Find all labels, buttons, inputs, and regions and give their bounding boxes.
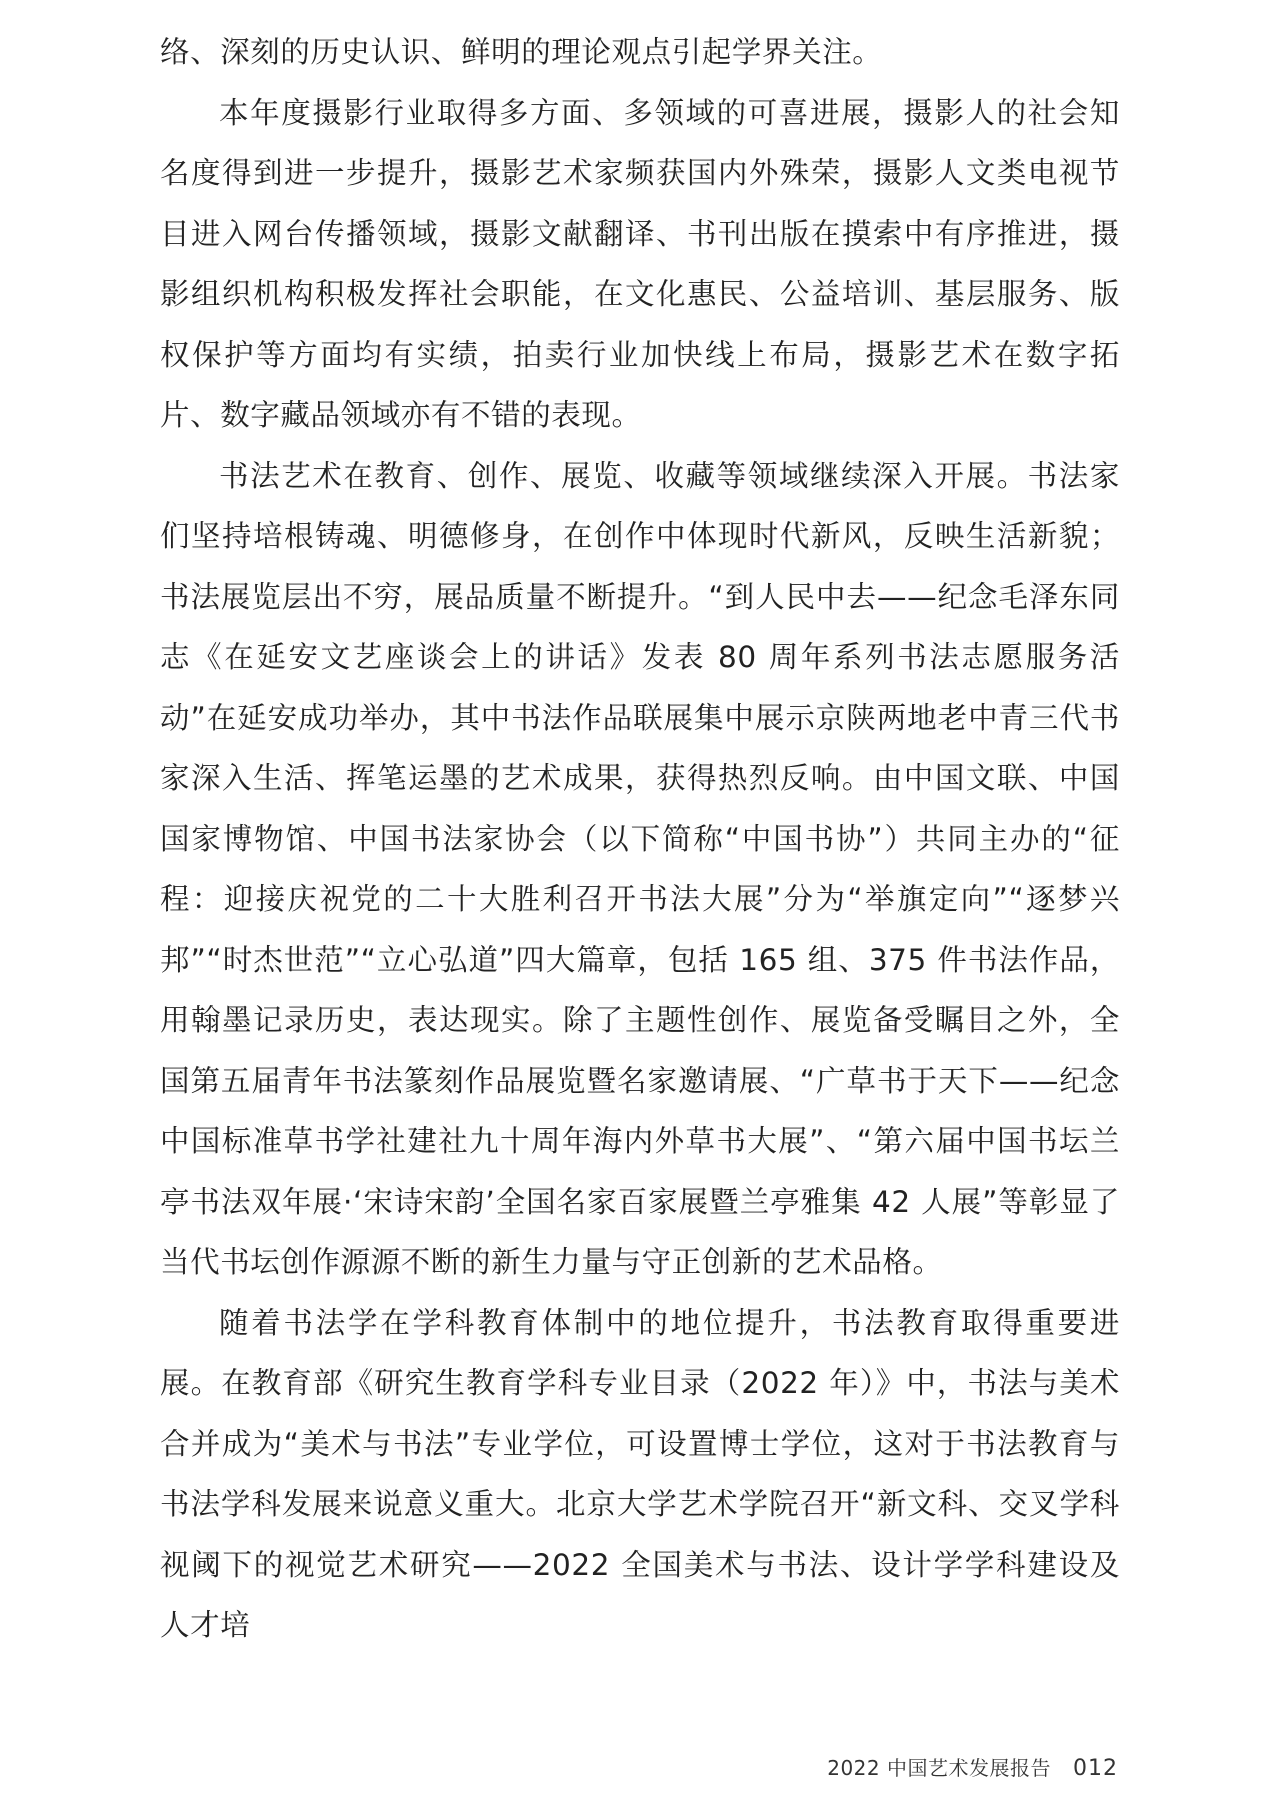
paragraph-calligraphy-art: 书法艺术在教育、创作、展览、收藏等领域继续深入开展。书法家们坚持培根铸魂、明德修身，在创作中体现时代新风，反映生活新貌；书法展览层出不穷，展品质量不断提升。“到人民中去——纪念毛泽东同志《在延安文艺座谈会上的讲话》发表 80 周年系列书法志愿服务活动”在延安成功举办，其中书法作品联展集中展示京陕两地老中青三代书家深入生活、挥笔运墨的艺术成果，获得热烈反响。由中国文联、中国国家博物馆、中国书法家协会（以下简称“中国书协”）共同主办的“征程：迎接庆祝党的二十大胜利召开书法大展”分为“举旗定向”“逐梦兴邦”“时杰世范”“立心弘道”四大篇章，包括 165 组、375 件书法作品，用翰墨记录历史，表达现实。除了主题性创作、展览备受瞩目之外，全国第五届青年书法篆刻作品展览暨名家邀请展、“广草书于天下——纪念中国标准草书学社建社九十周年海内外草书大展”、“第六届中国书坛兰亭书法双年展·‘宋诗宋韵’全国名家百家展暨兰亭雅集 42 人展”等彰显了当代书坛创作源源不断的新生力量与守正创新的艺术品格。 [160, 458, 1120, 1279]
page-footer [827, 1752, 1118, 1781]
report-title: 2022 中国艺术发展报告 [827, 1756, 1051, 1780]
paragraph-calligraphy-education: 随着书法学在学科教育体制中的地位提升，书法教育取得重要进展。在教育部《研究生教育学科专业目录（2022 年）》中，书法与美术合并成为“美术与书法”专业学位，可设置博士学位，这对于书法教育与书法学科发展来说意义重大。北京大学艺术学院召开“新文科、交叉学科视阈下的视觉艺术研究——2022 全国美术与书法、设计学学科建设及人才培 [160, 1305, 1120, 1642]
page-number: 012 [1073, 1756, 1118, 1781]
document-body [160, 22, 1120, 1656]
paragraph-photography: 本年度摄影行业取得多方面、多领域的可喜进展，摄影人的社会知名度得到进一步提升，摄影艺术家频获国内外殊荣，摄影人文类电视节目进入网台传播领域，摄影文献翻译、书刊出版在摸索中有序推进，摄影组织机构积极发挥社会职能，在文化惠民、公益培训、基层服务、版权保护等方面均有实绩，拍卖行业加快线上布局，摄影艺术在数字拓片、数字藏品领域亦有不错的表现。 [160, 95, 1120, 432]
paragraph-1: 络、深刻的历史认识、鲜明的理论观点引起学界关注。 [160, 35, 883, 69]
